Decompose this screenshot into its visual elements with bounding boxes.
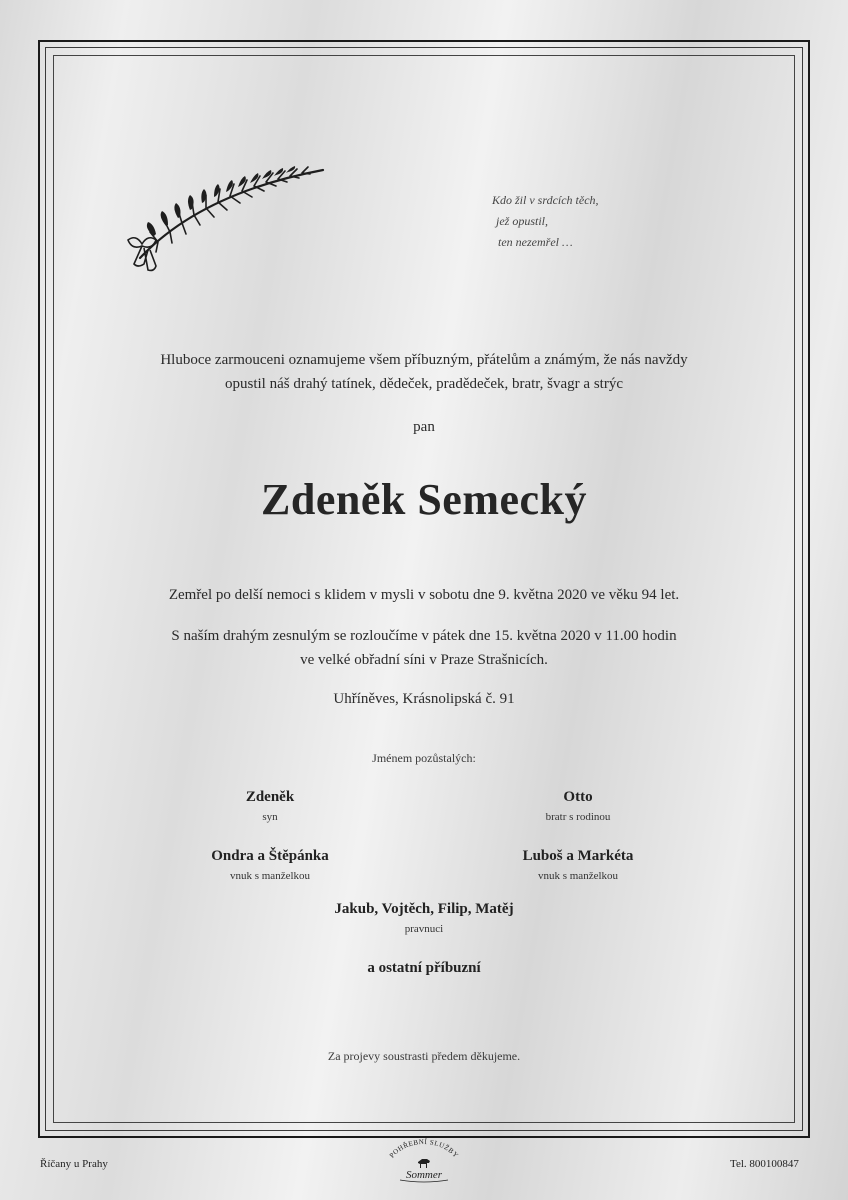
svg-text:Sommer: Sommer xyxy=(405,1169,443,1181)
funeral-service-logo xyxy=(378,1138,470,1184)
footer-phone: Tel. 800100847 xyxy=(730,1158,799,1170)
relative-relation: pravnuci xyxy=(404,923,444,935)
address: Uhříněves, Krásnolipská č. 91 xyxy=(333,691,515,707)
relative-name: Otto xyxy=(563,789,593,805)
announcement-line: opustil náš drahý tatínek, dědeček, pradědeček, bratr, švagr a strýc xyxy=(225,376,623,392)
announcement xyxy=(60,348,788,396)
epitaph-quote xyxy=(492,190,599,253)
footer-location: Říčany u Prahy xyxy=(40,1158,108,1170)
quote-line: jež opustil, xyxy=(496,214,549,228)
farewell-line: S naším drahým zesnulým se rozloučíme v pátek dne 15. května 2020 v 11.00 hodin xyxy=(171,628,677,644)
relative-entry xyxy=(294,901,554,935)
quote-line: Kdo žil v srdcích těch, xyxy=(492,193,599,207)
svg-text:POHŘEBNÍ SLUŽBY: POHŘEBNÍ SLUŽBY xyxy=(387,1138,461,1160)
relative-name: Jakub, Vojtěch, Filip, Matěj xyxy=(334,901,514,917)
other-relatives: a ostatní příbuzní xyxy=(367,960,481,976)
palm-branch-icon xyxy=(118,158,333,288)
death-notice: Zemřel po delší nemoci s klidem v mysli v sobotu dne 9. května 2020 ve věku 94 let. xyxy=(168,587,680,603)
relative-entry xyxy=(448,848,708,882)
quote-line: ten nezemřel … xyxy=(498,235,573,249)
farewell-notice xyxy=(60,624,788,672)
relative-relation: vnuk s manželkou xyxy=(537,870,619,882)
farewell-line: ve velké obřadní síni v Praze Strašnicích. xyxy=(300,652,548,668)
relative-entry xyxy=(448,789,708,823)
announcement-line: Hluboce zarmouceni oznamujeme všem příbuzným, přátelům a známým, že nás navždy xyxy=(160,352,688,368)
relative-relation: vnuk s manželkou xyxy=(229,870,311,882)
relative-name: Ondra a Štěpánka xyxy=(211,848,329,864)
relative-entry xyxy=(140,789,400,823)
on-behalf-heading: Jménem pozůstalých: xyxy=(372,751,476,765)
relative-name: Zdeněk xyxy=(245,789,295,805)
thanks-note: Za projevy soustrasti předem děkujeme. xyxy=(327,1049,521,1063)
deceased-name: Zdeněk Semecký xyxy=(261,475,587,524)
title-word: pan xyxy=(413,419,435,435)
relative-relation: bratr s rodinou xyxy=(545,811,611,823)
relative-entry xyxy=(140,848,400,882)
relative-relation: syn xyxy=(262,811,278,823)
relative-name: Luboš a Markéta xyxy=(522,848,634,864)
